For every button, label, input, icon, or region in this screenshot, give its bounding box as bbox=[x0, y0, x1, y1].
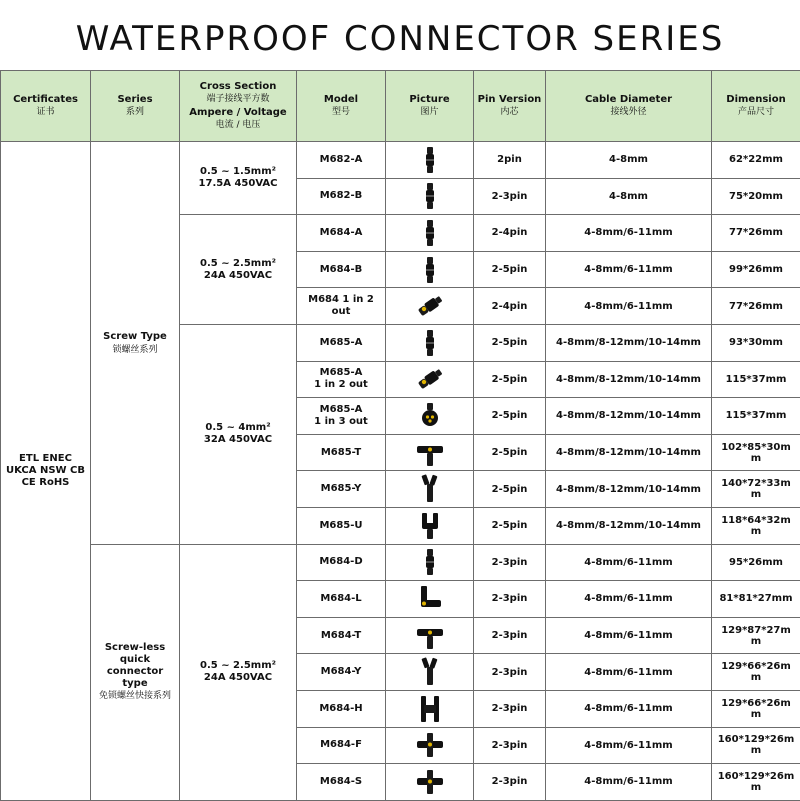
pin-version-cell: 2-4pin bbox=[474, 215, 546, 252]
series-screw-type bbox=[91, 142, 180, 545]
cable-diameter-cell: 4-8mm/8-12mm/10-14mm bbox=[546, 507, 712, 544]
text-line: 115*37mm bbox=[714, 374, 798, 385]
ampere-voltage: 17.5A 450VAC bbox=[182, 178, 294, 190]
header-series: Series 系列 bbox=[91, 71, 180, 142]
table-body bbox=[1, 142, 800, 801]
cross-section-cell bbox=[180, 324, 297, 544]
pin-version-cell: 2-3pin bbox=[474, 690, 546, 727]
model-cell bbox=[297, 361, 386, 398]
picture-cell bbox=[386, 361, 474, 398]
series-label: connector type bbox=[93, 666, 177, 690]
text-line: M684-D bbox=[299, 556, 383, 568]
dimension-cell bbox=[712, 617, 800, 654]
pin-version-cell: 2-3pin bbox=[474, 581, 546, 618]
text-line: 77*26mm bbox=[714, 227, 798, 238]
dimension-cell bbox=[712, 690, 800, 727]
pin-version-cell: 2pin bbox=[474, 142, 546, 179]
text-line: M684-S bbox=[299, 776, 383, 788]
dimension-cell bbox=[712, 142, 800, 179]
pin-version-cell: 2-4pin bbox=[474, 288, 546, 325]
model-cell bbox=[297, 727, 386, 764]
model-cell bbox=[297, 324, 386, 361]
model-cell bbox=[297, 507, 386, 544]
pin-version-cell: 2-3pin bbox=[474, 764, 546, 801]
dimension-cell bbox=[712, 434, 800, 471]
header-certificates: Certificates 证书 bbox=[1, 71, 91, 142]
text-line: 129*66*26m bbox=[714, 661, 798, 672]
straight-connector-icon bbox=[388, 145, 471, 175]
cable-diameter-cell: 4-8mm/6-11mm bbox=[546, 215, 712, 252]
text-line: 160*129*26m bbox=[714, 734, 798, 745]
cable-diameter-cell: 4-8mm bbox=[546, 142, 712, 179]
text-line: 140*72*33m bbox=[714, 478, 798, 489]
cable-diameter-cell: 4-8mm/6-11mm bbox=[546, 617, 712, 654]
straight-connector-icon bbox=[388, 181, 471, 211]
text-line: M684-T bbox=[299, 630, 383, 642]
model-cell bbox=[297, 178, 386, 215]
dimension-cell bbox=[712, 727, 800, 764]
pin-version-cell: 2-3pin bbox=[474, 654, 546, 691]
cable-diameter-cell: 4-8mm/8-12mm/10-14mm bbox=[546, 324, 712, 361]
text-line: 129*66*26m bbox=[714, 698, 798, 709]
dimension-cell bbox=[712, 471, 800, 508]
straight-connector-icon bbox=[388, 328, 471, 358]
text-line: CE RoHS bbox=[3, 477, 88, 489]
dimension-cell bbox=[712, 507, 800, 544]
dimension-cell bbox=[712, 398, 800, 435]
picture-cell bbox=[386, 581, 474, 618]
model-cell bbox=[297, 434, 386, 471]
model-cell bbox=[297, 471, 386, 508]
h-connector-icon bbox=[388, 694, 471, 724]
series-label: quick bbox=[93, 654, 177, 666]
text-line: m bbox=[714, 782, 798, 793]
straight-connector-icon bbox=[388, 255, 471, 285]
model-cell bbox=[297, 142, 386, 179]
cable-diameter-cell: 4-8mm/6-11mm bbox=[546, 544, 712, 581]
pin-version-cell: 2-3pin bbox=[474, 727, 546, 764]
text-line: m bbox=[714, 636, 798, 647]
pin-version-cell: 2-3pin bbox=[474, 544, 546, 581]
text-line: 81*81*27mm bbox=[714, 593, 798, 604]
t-connector-icon bbox=[388, 438, 471, 468]
picture-cell bbox=[386, 434, 474, 471]
ampere-voltage: 24A 450VAC bbox=[182, 672, 294, 684]
table-row bbox=[1, 142, 800, 179]
header-model: Model 型号 bbox=[297, 71, 386, 142]
dimension-cell bbox=[712, 178, 800, 215]
header-cross-section: Cross Section 端子接线平方数 Ampere / Voltage 电流 / 电压 bbox=[180, 71, 297, 142]
pin-version-cell: 2-3pin bbox=[474, 178, 546, 215]
header-row bbox=[1, 71, 800, 142]
text-line: M684-A bbox=[299, 227, 383, 239]
picture-cell bbox=[386, 398, 474, 435]
text-line: 95*26mm bbox=[714, 557, 798, 568]
dimension-cell bbox=[712, 215, 800, 252]
picture-cell bbox=[386, 178, 474, 215]
cable-diameter-cell: 4-8mm/6-11mm bbox=[546, 764, 712, 801]
picture-cell bbox=[386, 544, 474, 581]
series-label: Screw Type bbox=[103, 331, 167, 342]
picture-cell bbox=[386, 471, 474, 508]
series-label-cn: 免锁螺丝快接系列 bbox=[93, 690, 177, 702]
connector-table bbox=[0, 70, 800, 801]
round-connector-icon bbox=[388, 401, 471, 431]
model-cell bbox=[297, 764, 386, 801]
picture-cell bbox=[386, 215, 474, 252]
t-connector-icon bbox=[388, 621, 471, 651]
text-line: M684-Y bbox=[299, 666, 383, 678]
model-cell bbox=[297, 544, 386, 581]
pin-version-cell: 2-5pin bbox=[474, 361, 546, 398]
series-label-cn: 锁螺丝系列 bbox=[93, 342, 177, 355]
ampere-voltage: 24A 450VAC bbox=[182, 270, 294, 282]
cable-diameter-cell: 4-8mm/6-11mm bbox=[546, 690, 712, 727]
model-cell bbox=[297, 654, 386, 691]
text-line: M685-A bbox=[299, 337, 383, 349]
cable-diameter-cell: 4-8mm/6-11mm bbox=[546, 654, 712, 691]
picture-cell bbox=[386, 324, 474, 361]
dimension-cell bbox=[712, 654, 800, 691]
text-line: M684-F bbox=[299, 739, 383, 751]
cross-section-range: 0.5 ~ 2.5mm² bbox=[182, 660, 294, 672]
text-line: out bbox=[299, 306, 383, 318]
cross-section-range: 0.5 ~ 4mm² bbox=[182, 422, 294, 434]
header-cable-diameter: Cable Diameter 接线外径 bbox=[546, 71, 712, 142]
text-line: M682-A bbox=[299, 154, 383, 166]
certificates-cell bbox=[1, 142, 91, 801]
text-line: m bbox=[714, 453, 798, 464]
page-title: WATERPROOF CONNECTOR SERIES bbox=[0, 0, 800, 70]
text-line: M685-A bbox=[299, 404, 383, 416]
pin-version-cell: 2-5pin bbox=[474, 434, 546, 471]
text-line: 75*20mm bbox=[714, 191, 798, 202]
picture-cell bbox=[386, 142, 474, 179]
text-line: M685-T bbox=[299, 447, 383, 459]
text-line: M682-B bbox=[299, 190, 383, 202]
angled-connector-icon bbox=[388, 364, 471, 394]
text-line: 62*22mm bbox=[714, 154, 798, 165]
model-cell bbox=[297, 581, 386, 618]
text-line: M684-H bbox=[299, 703, 383, 715]
cross-connector-icon bbox=[388, 730, 471, 760]
text-line: 99*26mm bbox=[714, 264, 798, 275]
straight-connector-icon bbox=[388, 218, 471, 248]
text-line: M685-Y bbox=[299, 483, 383, 495]
text-line: 129*87*27m bbox=[714, 625, 798, 636]
cable-diameter-cell: 4-8mm/6-11mm bbox=[546, 288, 712, 325]
pin-version-cell: 2-5pin bbox=[474, 471, 546, 508]
text-line: m bbox=[714, 526, 798, 537]
model-cell bbox=[297, 215, 386, 252]
picture-cell bbox=[386, 727, 474, 764]
model-cell bbox=[297, 251, 386, 288]
model-cell bbox=[297, 617, 386, 654]
model-cell bbox=[297, 398, 386, 435]
cross-connector-icon bbox=[388, 767, 471, 797]
picture-cell bbox=[386, 654, 474, 691]
text-line: 1 in 2 out bbox=[299, 379, 383, 391]
picture-cell bbox=[386, 251, 474, 288]
pin-version-cell: 2-5pin bbox=[474, 324, 546, 361]
pin-version-cell: 2-5pin bbox=[474, 398, 546, 435]
l-connector-icon bbox=[388, 584, 471, 614]
pin-version-cell: 2-5pin bbox=[474, 507, 546, 544]
header-pin-version: Pin Version 内芯 bbox=[474, 71, 546, 142]
text-line: 102*85*30m bbox=[714, 442, 798, 453]
picture-cell bbox=[386, 507, 474, 544]
u-connector-icon bbox=[388, 511, 471, 541]
model-cell bbox=[297, 690, 386, 727]
series-screwless-type bbox=[91, 544, 180, 800]
picture-cell bbox=[386, 764, 474, 801]
angled-connector-icon bbox=[388, 291, 471, 321]
cable-diameter-cell: 4-8mm bbox=[546, 178, 712, 215]
header-picture: Picture 图片 bbox=[386, 71, 474, 142]
cable-diameter-cell: 4-8mm/8-12mm/10-14mm bbox=[546, 434, 712, 471]
cable-diameter-cell: 4-8mm/8-12mm/10-14mm bbox=[546, 398, 712, 435]
text-line: m bbox=[714, 672, 798, 683]
ampere-voltage: 32A 450VAC bbox=[182, 434, 294, 446]
table-row bbox=[1, 544, 800, 581]
cross-section-cell bbox=[180, 544, 297, 800]
picture-cell bbox=[386, 617, 474, 654]
cable-diameter-cell: 4-8mm/8-12mm/10-14mm bbox=[546, 471, 712, 508]
text-line: M685-A bbox=[299, 367, 383, 379]
text-line: UKCA NSW CB bbox=[3, 465, 88, 477]
text-line: M684 1 in 2 bbox=[299, 294, 383, 306]
text-line: M684-B bbox=[299, 264, 383, 276]
text-line: 118*64*32m bbox=[714, 515, 798, 526]
pin-version-cell: 2-3pin bbox=[474, 617, 546, 654]
text-line: ETL ENEC bbox=[3, 453, 88, 465]
text-line: 160*129*26m bbox=[714, 771, 798, 782]
cross-section-cell bbox=[180, 142, 297, 215]
text-line: 93*30mm bbox=[714, 337, 798, 348]
dimension-cell bbox=[712, 288, 800, 325]
model-cell bbox=[297, 288, 386, 325]
straight-connector-icon bbox=[388, 547, 471, 577]
cable-diameter-cell: 4-8mm/6-11mm bbox=[546, 727, 712, 764]
dimension-cell bbox=[712, 544, 800, 581]
cross-section-range: 0.5 ~ 1.5mm² bbox=[182, 166, 294, 178]
cable-diameter-cell: 4-8mm/6-11mm bbox=[546, 251, 712, 288]
picture-cell bbox=[386, 288, 474, 325]
text-line: 115*37mm bbox=[714, 410, 798, 421]
dimension-cell bbox=[712, 251, 800, 288]
series-label: Screw-less bbox=[93, 642, 177, 654]
text-line: m bbox=[714, 709, 798, 720]
dimension-cell bbox=[712, 324, 800, 361]
dimension-cell bbox=[712, 361, 800, 398]
y-connector-icon bbox=[388, 657, 471, 687]
dimension-cell bbox=[712, 581, 800, 618]
dimension-cell bbox=[712, 764, 800, 801]
text-line: M684-L bbox=[299, 593, 383, 605]
y-connector-icon bbox=[388, 474, 471, 504]
cross-section-range: 0.5 ~ 2.5mm² bbox=[182, 258, 294, 270]
cross-section-cell bbox=[180, 215, 297, 325]
cable-diameter-cell: 4-8mm/6-11mm bbox=[546, 581, 712, 618]
text-line: m bbox=[714, 745, 798, 756]
text-line: 77*26mm bbox=[714, 301, 798, 312]
pin-version-cell: 2-5pin bbox=[474, 251, 546, 288]
picture-cell bbox=[386, 690, 474, 727]
cable-diameter-cell: 4-8mm/8-12mm/10-14mm bbox=[546, 361, 712, 398]
header-dimension: Dimension 产品尺寸 bbox=[712, 71, 800, 142]
text-line: M685-U bbox=[299, 520, 383, 532]
text-line: m bbox=[714, 489, 798, 500]
text-line: 1 in 3 out bbox=[299, 416, 383, 428]
